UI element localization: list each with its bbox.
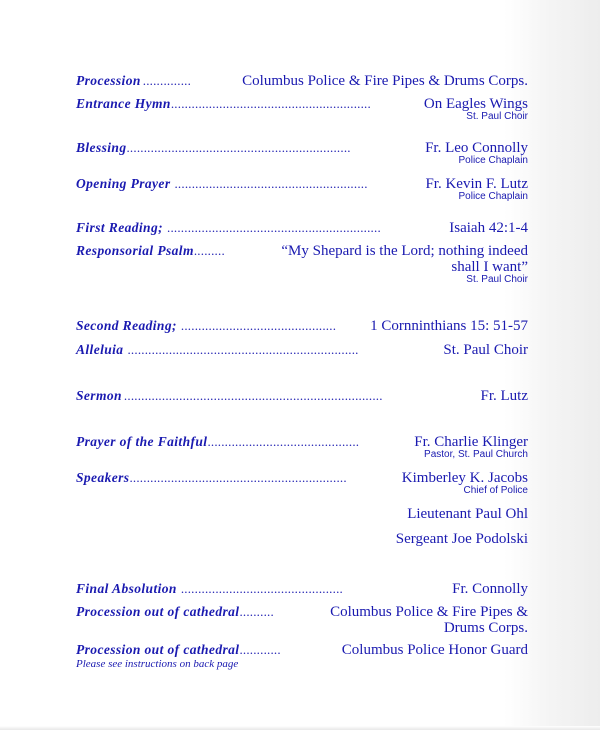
row-value: St. Paul Choir (443, 342, 528, 358)
row-leader-dots: ........................................................................... (123, 388, 383, 403)
row-value: Fr. Kevin F. Lutz (425, 176, 528, 192)
row-label: Responsorial Psalm (76, 243, 194, 258)
row-value: Isaiah 42:1-4 (449, 220, 528, 236)
row-label: Procession out of cathedral (76, 604, 240, 619)
row-value: Columbus Police & Fire Pipes & (330, 604, 528, 620)
page-bottom-edge (0, 726, 600, 730)
row-leader-dots: .............. (142, 73, 192, 88)
row-label: Sermon (76, 388, 122, 403)
row-leader-dots: ............................................... (180, 581, 343, 596)
row-leader-dots: ............................................. (180, 318, 337, 333)
speaker-name: Lieutenant Paul Ohl (407, 506, 528, 522)
program-row-procession (76, 72, 528, 90)
back-page-note: Please see instructions on back page (76, 658, 239, 670)
speaker-name: Sergeant Joe Podolski (395, 531, 528, 547)
row-leader-dots: ............................................................... (129, 470, 347, 485)
row-leader-dots: .............................................................. (167, 220, 381, 235)
row-leader-dots: .......................................................... (170, 96, 371, 111)
row-value: Columbus Police & Fire Pipes & Drums Corps. (242, 73, 528, 89)
row-value: Fr. Leo Connolly (425, 140, 528, 156)
row-label: Alleluia (76, 342, 124, 357)
program-row-sermon (76, 387, 528, 405)
row-label: Opening Prayer (76, 176, 171, 191)
program-row-first-reading (76, 219, 528, 237)
row-value-continuation: Drums Corps. (443, 620, 528, 636)
row-label: Second Reading; (76, 318, 177, 333)
row-subtitle: Police Chaplain (458, 191, 528, 202)
row-subtitle: Chief of Police (463, 485, 528, 496)
row-label: Blessing (76, 140, 127, 155)
row-value: Fr. Connolly (452, 581, 528, 597)
row-leader-dots: .......... (239, 604, 274, 619)
row-leader-dots: ........................................................ (174, 176, 368, 191)
program-row-second-reading (76, 317, 528, 335)
row-label: Procession (76, 73, 141, 88)
row-leader-dots: ............ (239, 642, 281, 657)
program-row-procession-out-1 (76, 603, 528, 621)
row-value: Kimberley K. Jacobs (401, 470, 528, 486)
row-value-continuation: shall I want” (451, 259, 528, 275)
program-row-procession-out-2 (76, 641, 528, 659)
row-leader-dots: ................................................................... (127, 342, 359, 357)
row-value: Fr. Charlie Klinger (414, 434, 528, 450)
row-value: Columbus Police Honor Guard (341, 642, 528, 658)
row-leader-dots: ................................................................. (126, 140, 351, 155)
program-row-final-absolution (76, 580, 528, 598)
row-leader-dots: ......... (193, 243, 225, 258)
row-label: Final Absolution (76, 581, 177, 596)
row-label: Speakers (76, 470, 130, 485)
row-label: Prayer of the Faithful (76, 434, 208, 449)
row-subtitle: Police Chaplain (458, 155, 528, 166)
row-leader-dots: ............................................ (207, 434, 360, 449)
row-value: 1 Cornninthians 15: 51-57 (370, 318, 528, 334)
row-label: Entrance Hymn (76, 96, 171, 111)
row-value: On Eagles Wings (423, 96, 528, 112)
program-row-responsorial-psalm (76, 242, 528, 260)
row-label: Procession out of cathedral (76, 642, 240, 657)
row-subtitle: Pastor, St. Paul Church (424, 449, 528, 460)
row-value: “My Shepard is the Lord; nothing indeed (281, 243, 528, 259)
program-row-alleluia (76, 341, 528, 359)
row-label: First Reading; (76, 220, 163, 235)
row-subtitle: St. Paul Choir (466, 111, 528, 122)
row-value: Fr. Lutz (480, 388, 528, 404)
row-subtitle: St. Paul Choir (466, 274, 528, 285)
